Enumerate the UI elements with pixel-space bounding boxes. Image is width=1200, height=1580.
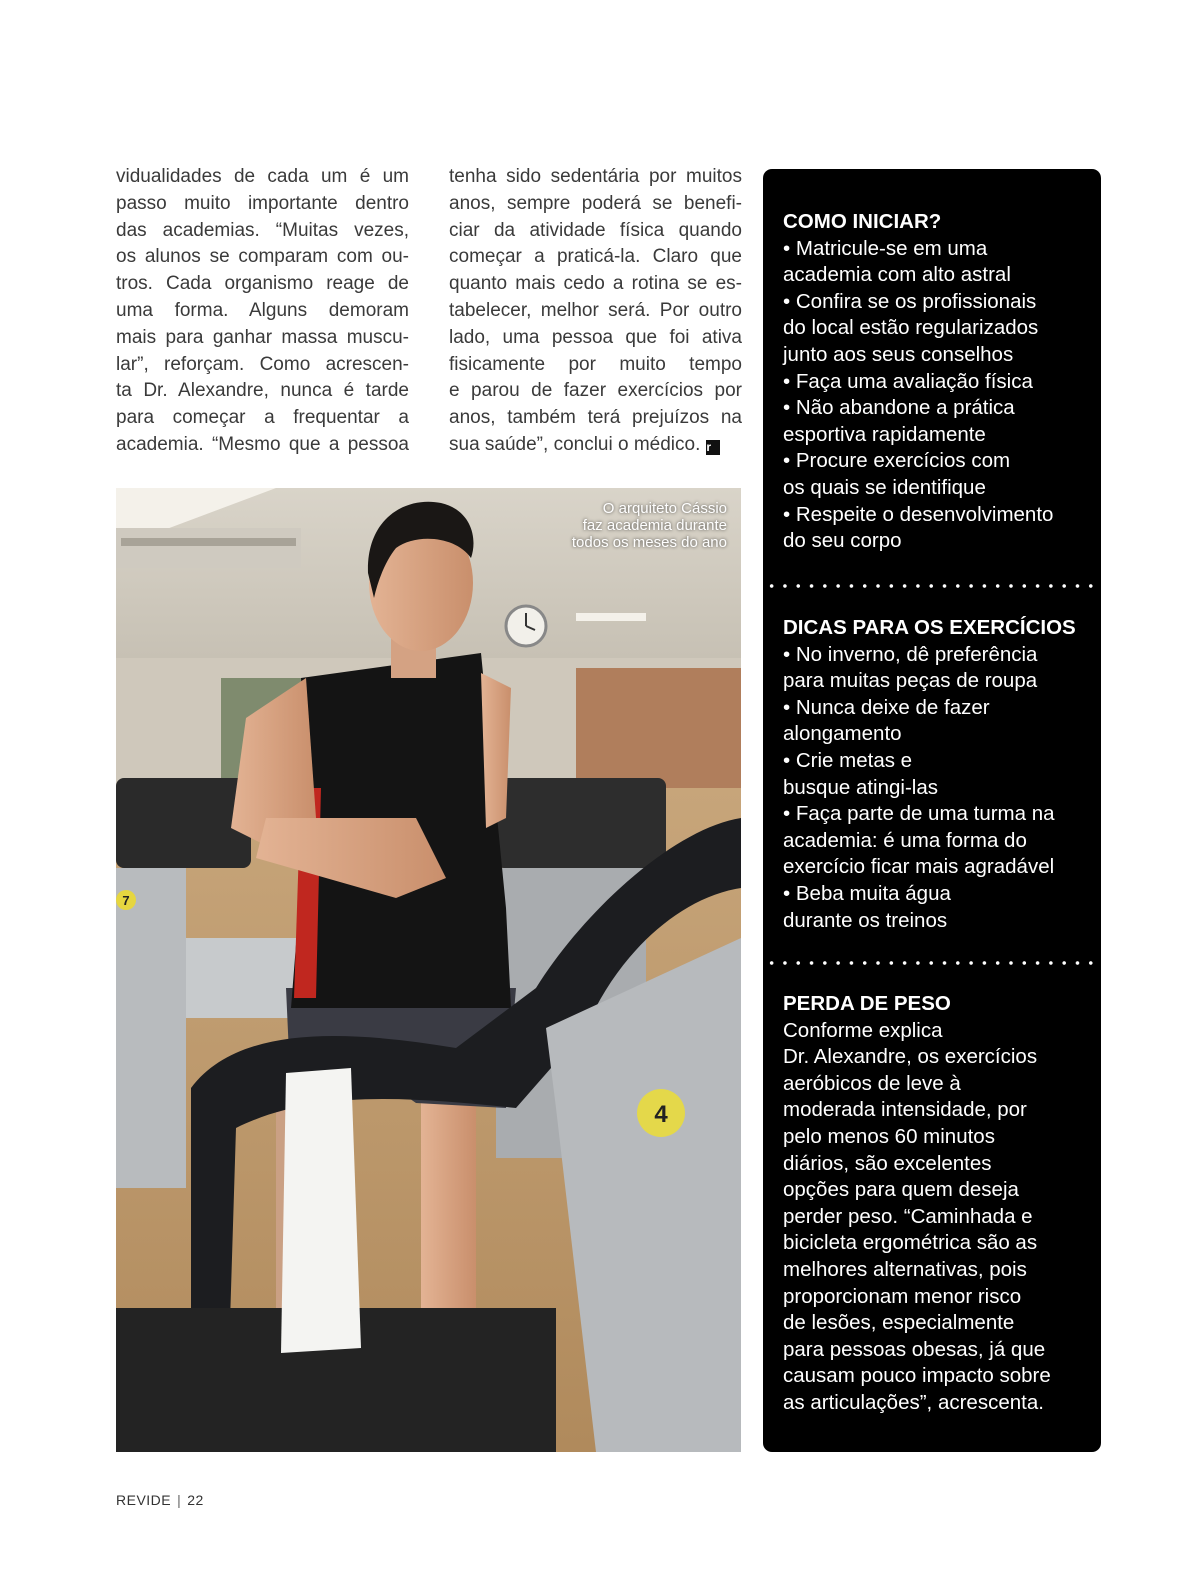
- paragraph-line: pelo menos 60 minutos: [783, 1124, 995, 1148]
- text-line: para começar a frequentar a: [116, 407, 409, 429]
- tip-line: • Nunca deixe de fazer: [783, 695, 990, 719]
- text-line: tros. Cada organismo reage de: [116, 273, 409, 295]
- paragraph-line: melhores alternativas, pois: [783, 1257, 1027, 1281]
- paragraph-line: moderada intensidade, por: [783, 1098, 1027, 1122]
- magazine-name: REVIDE: [116, 1492, 172, 1508]
- tip-line: alongamento: [783, 722, 902, 746]
- text-line: quanto mais cedo a rotina se es-: [449, 273, 742, 295]
- text-line: e parou de fazer exercícios por: [449, 380, 742, 402]
- section-title: DICAS PARA OS EXERCÍCIOS: [783, 616, 1076, 639]
- tip-line: junto aos seus conselhos: [783, 342, 1014, 366]
- text-line: lar”, reforçam. Como acrescen-: [116, 353, 409, 375]
- text-line-final: [449, 432, 742, 459]
- tip-line: academia com alto astral: [783, 263, 1011, 287]
- tip-line: • Procure exercícios com: [783, 449, 1011, 473]
- caption-line: todos os meses do ano: [571, 534, 727, 551]
- caption-line: faz academia durante: [582, 517, 727, 534]
- text-line: academia. “Mesmo que a pessoa: [116, 433, 409, 455]
- caption-line: O arquiteto Cássio: [602, 500, 727, 517]
- tip-line: durante os treinos: [783, 908, 948, 932]
- text-line: mais para ganhar massa muscu-: [116, 326, 409, 348]
- paragraph-line: diários, são excelentes: [783, 1151, 992, 1175]
- tip-line: exercício ficar mais agradável: [783, 855, 1055, 879]
- paragraph-line: Dr. Alexandre, os exercícios: [783, 1045, 1038, 1069]
- tip-line: • Confira se os profissionais: [783, 289, 1037, 313]
- body-text-column-2: [449, 164, 742, 459]
- background-treadmill-frame: [116, 868, 186, 1188]
- photo-illustration: [116, 488, 741, 1452]
- background-treadmill-console-2: [496, 778, 666, 868]
- tips-sidebar: [763, 169, 1101, 1452]
- background-treadmill-console: [116, 778, 251, 868]
- text-line: passo muito importante dentro: [116, 192, 409, 214]
- paragraph-line: bicicleta ergométrica são as: [783, 1231, 1038, 1255]
- text-line: começar a praticá-la. Claro que: [449, 246, 742, 268]
- text-line: lado, uma pessoa que foi ativa: [449, 326, 742, 348]
- text-line: vidualidades de cada um é um: [116, 166, 409, 187]
- paragraph-line: opções para quem deseja: [783, 1178, 1019, 1202]
- paragraph-line: causam pouco impacto sobre: [783, 1364, 1051, 1388]
- end-of-article-mark: r: [706, 440, 720, 455]
- tip-line: • Não abandone a prática: [783, 396, 1015, 420]
- tip-line: do local estão regularizados: [783, 316, 1039, 340]
- brick-wall: [576, 668, 741, 788]
- tip-line: do seu corpo: [783, 529, 902, 553]
- tip-line: busque atingi-las: [783, 775, 938, 799]
- paragraph-line: proporcionam menor risco: [783, 1284, 1022, 1308]
- tip-line: • Respeite o desenvolvimento: [783, 502, 1054, 526]
- sidebar-section-dicas: [783, 615, 1089, 934]
- text-line: os alunos se comparam com ou-: [116, 246, 409, 268]
- paragraph-line: de lesões, especialmente: [783, 1311, 1015, 1335]
- side-number: 7: [122, 893, 130, 908]
- sidebar-section-perda-de-peso: [783, 991, 1089, 1417]
- photo-caption: [527, 500, 727, 551]
- tip-line: para muitas peças de roupa: [783, 669, 1038, 693]
- gym-photo: [116, 488, 741, 1452]
- dotted-divider: [763, 961, 1101, 965]
- text-line: fisicamente por muito tempo: [449, 353, 742, 375]
- tip-line: • Faça parte de uma turma na: [783, 802, 1055, 826]
- tip-line: • Matricule-se em uma: [783, 236, 988, 260]
- paragraph-line: as articulações”, acrescenta.: [783, 1390, 1044, 1414]
- text-line: das academias. “Muitas vezes,: [116, 219, 409, 241]
- text-line: sua saúde”, conclui o médico.: [449, 433, 701, 455]
- text-line: uma forma. Alguns demoram: [116, 299, 409, 321]
- tip-line: os quais se identifique: [783, 475, 986, 499]
- text-line: anos, também terá prejuízos na: [449, 407, 742, 429]
- tip-line: academia: é uma forma do: [783, 828, 1027, 852]
- towel: [281, 1068, 361, 1353]
- tip-line: • Beba muita água: [783, 881, 951, 905]
- tip-line: • Crie metas e: [783, 748, 913, 772]
- tip-line: • No inverno, dê preferência: [783, 642, 1038, 666]
- paragraph-line: aeróbicos de leve à: [783, 1071, 961, 1095]
- body-text-column-1: [116, 164, 409, 459]
- paragraph-line: para pessoas obesas, já que: [783, 1337, 1046, 1361]
- tip-line: • Faça uma avaliação física: [783, 369, 1033, 393]
- footer-separator: |: [177, 1492, 182, 1508]
- text-line: tabelecer, melhor será. Por outro: [449, 299, 742, 321]
- person-leg: [421, 1078, 476, 1338]
- text-line: ciar da atividade física quando: [449, 219, 742, 241]
- paragraph-line: Conforme explica: [783, 1018, 943, 1042]
- tip-line: esportiva rapidamente: [783, 422, 986, 446]
- paragraph-line: perder peso. “Caminhada e: [783, 1204, 1033, 1228]
- text-line: anos, sempre poderá se benefi-: [449, 192, 742, 214]
- text-line: tenha sido sedentária por muitos: [449, 166, 742, 187]
- section-title: PERDA DE PESO: [783, 992, 951, 1015]
- treadmill-number: 4: [654, 1101, 668, 1128]
- section-title: COMO INICIAR?: [783, 210, 942, 233]
- air-conditioner: [116, 528, 301, 568]
- sidebar-section-como-iniciar: [783, 209, 1089, 555]
- page-number: 22: [187, 1492, 204, 1508]
- page-footer: [116, 1492, 204, 1508]
- dotted-divider: [763, 584, 1101, 588]
- text-line: ta Dr. Alexandre, nunca é tarde: [116, 380, 409, 402]
